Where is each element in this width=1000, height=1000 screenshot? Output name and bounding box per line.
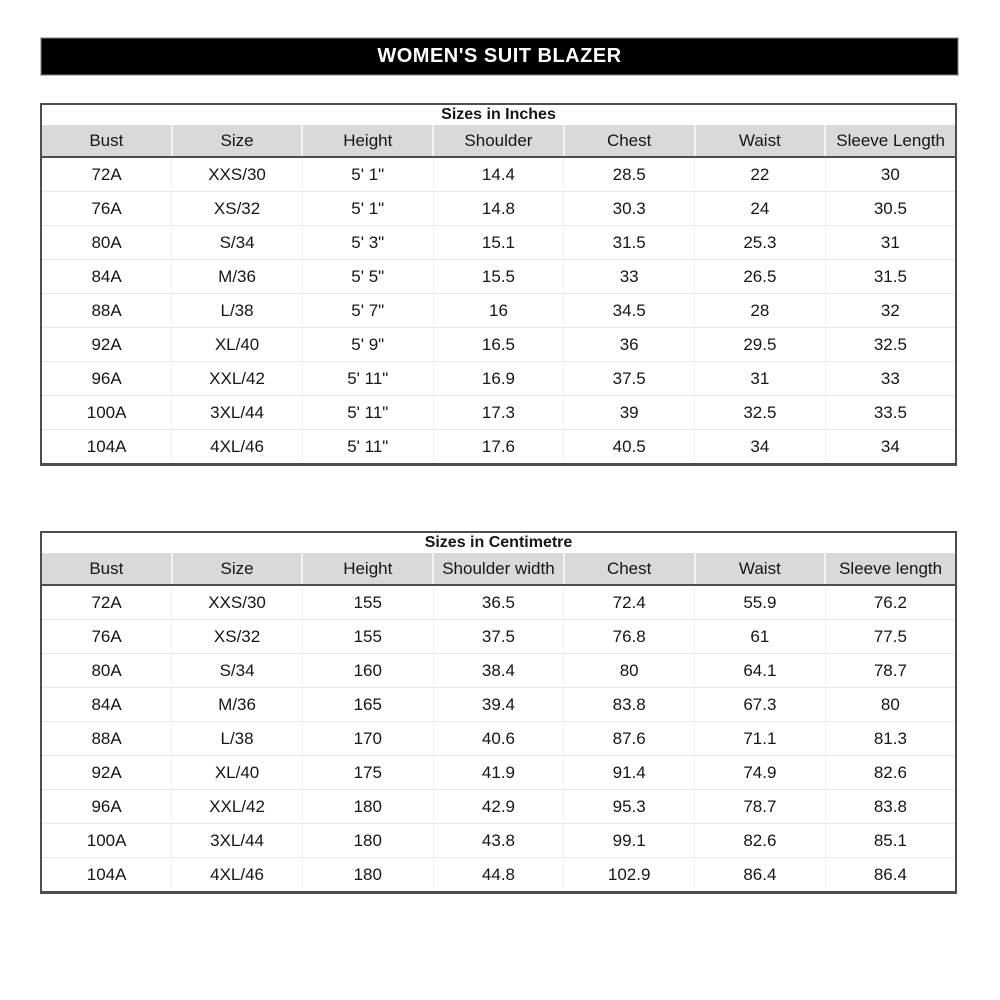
- table-cell: 99.1: [564, 824, 695, 858]
- table-cell: 15.5: [433, 260, 564, 294]
- table-cell: 4XL/46: [172, 430, 303, 465]
- table-cell: 72A: [41, 157, 172, 192]
- table-cell: 30.5: [825, 192, 956, 226]
- table-row: [41, 688, 956, 722]
- table-cell: 40.5: [564, 430, 695, 465]
- table-cell: L/38: [172, 722, 303, 756]
- table-cell: 31.5: [825, 260, 956, 294]
- table-cell: 36: [564, 328, 695, 362]
- table-cell: M/36: [172, 688, 303, 722]
- table-cell: 104A: [41, 858, 172, 893]
- table-cell: XXL/42: [172, 790, 303, 824]
- table-cell: XS/32: [172, 620, 303, 654]
- table-cell: 44.8: [433, 858, 564, 893]
- table-cell: XS/32: [172, 192, 303, 226]
- table-cell: XXS/30: [172, 157, 303, 192]
- column-header: Sleeve length: [825, 553, 956, 585]
- table-cell: 43.8: [433, 824, 564, 858]
- table-cell: 83.8: [564, 688, 695, 722]
- table-cell: 42.9: [433, 790, 564, 824]
- table-cell: 32.5: [695, 396, 826, 430]
- table-cell: 67.3: [695, 688, 826, 722]
- table-header-row: [41, 125, 956, 157]
- table-cell: 81.3: [825, 722, 956, 756]
- table-row: [41, 396, 956, 430]
- table-cell: 16: [433, 294, 564, 328]
- product-title: WOMEN'S SUIT BLAZER: [377, 45, 622, 67]
- table-cell: 85.1: [825, 824, 956, 858]
- table-cell: 29.5: [695, 328, 826, 362]
- table-cell: 76A: [41, 620, 172, 654]
- table-cell: 39.4: [433, 688, 564, 722]
- table-row: [41, 430, 956, 465]
- column-header: Size: [172, 125, 303, 157]
- table-cell: 100A: [41, 824, 172, 858]
- table-cell: 14.4: [433, 157, 564, 192]
- column-header: Shoulder: [433, 125, 564, 157]
- table-row: [41, 858, 956, 893]
- table-cell: 31: [825, 226, 956, 260]
- table-cell: 102.9: [564, 858, 695, 893]
- table-cell: 165: [302, 688, 433, 722]
- table-cell: 76.2: [825, 585, 956, 620]
- table-cell: 5' 9": [302, 328, 433, 362]
- table-cell: 5' 5": [302, 260, 433, 294]
- table-cell: 5' 11": [302, 430, 433, 465]
- table-cell: 30.3: [564, 192, 695, 226]
- table-cell: 5' 1": [302, 157, 433, 192]
- table-row: [41, 294, 956, 328]
- table-cell: 95.3: [564, 790, 695, 824]
- table-cell: 33.5: [825, 396, 956, 430]
- column-header: Size: [172, 553, 303, 585]
- table-cell: 86.4: [695, 858, 826, 893]
- table-cell: 3XL/44: [172, 396, 303, 430]
- table-cell: 26.5: [695, 260, 826, 294]
- table-cell: 32.5: [825, 328, 956, 362]
- column-header: Chest: [564, 553, 695, 585]
- column-header: Height: [302, 125, 433, 157]
- table-cell: 31.5: [564, 226, 695, 260]
- table-cell: 155: [302, 620, 433, 654]
- table-cell: 15.1: [433, 226, 564, 260]
- table-cell: 86.4: [825, 858, 956, 893]
- table-title: Sizes in Inches: [441, 106, 556, 123]
- table-cell: 34.5: [564, 294, 695, 328]
- table-cell: 30: [825, 157, 956, 192]
- table-cell: 92A: [41, 328, 172, 362]
- table-cell: M/36: [172, 260, 303, 294]
- table-body: [41, 585, 956, 893]
- column-header: Bust: [41, 553, 172, 585]
- table-cell: 5' 11": [302, 362, 433, 396]
- table-cell: 92A: [41, 756, 172, 790]
- table-row: [41, 620, 956, 654]
- table-cell: 64.1: [695, 654, 826, 688]
- column-header: Sleeve Length: [825, 125, 956, 157]
- table-cell: 80: [825, 688, 956, 722]
- table-row: [41, 328, 956, 362]
- table-cell: XXS/30: [172, 585, 303, 620]
- table-cell: 17.3: [433, 396, 564, 430]
- table-cell: 83.8: [825, 790, 956, 824]
- table-cell: 33: [564, 260, 695, 294]
- product-title-bar: [41, 38, 958, 75]
- table-cell: 72A: [41, 585, 172, 620]
- table-cell: 40.6: [433, 722, 564, 756]
- table-cell: 87.6: [564, 722, 695, 756]
- table-cell: 5' 7": [302, 294, 433, 328]
- table-cell: 33: [825, 362, 956, 396]
- table-cell: 180: [302, 824, 433, 858]
- table-cell: 180: [302, 858, 433, 893]
- table-cell: 3XL/44: [172, 824, 303, 858]
- table-cell: 5' 1": [302, 192, 433, 226]
- table-cell: 84A: [41, 688, 172, 722]
- table-row: [41, 260, 956, 294]
- table-row: [41, 756, 956, 790]
- table-cell: XL/40: [172, 328, 303, 362]
- table-row: [41, 654, 956, 688]
- table-cell: 61: [695, 620, 826, 654]
- table-cell: 80A: [41, 226, 172, 260]
- table-cell: 36.5: [433, 585, 564, 620]
- table-cell: 84A: [41, 260, 172, 294]
- table-cell: 96A: [41, 362, 172, 396]
- table-cell: S/34: [172, 654, 303, 688]
- table-cell: 34: [695, 430, 826, 465]
- column-header: Chest: [564, 125, 695, 157]
- table-cell: 28: [695, 294, 826, 328]
- table-cell: 25.3: [695, 226, 826, 260]
- table-cell: 41.9: [433, 756, 564, 790]
- table-cell: 24: [695, 192, 826, 226]
- table-title-row: [41, 532, 956, 553]
- table-cell: XXL/42: [172, 362, 303, 396]
- table-cell: XL/40: [172, 756, 303, 790]
- table-cell: 88A: [41, 722, 172, 756]
- table-cell: 100A: [41, 396, 172, 430]
- table-cell: 78.7: [825, 654, 956, 688]
- table-row: [41, 824, 956, 858]
- table-cell: 104A: [41, 430, 172, 465]
- table-cell: 32: [825, 294, 956, 328]
- table-cell: 80A: [41, 654, 172, 688]
- table-row: [41, 362, 956, 396]
- table-cell: 82.6: [825, 756, 956, 790]
- table-cell: 71.1: [695, 722, 826, 756]
- inches-size-table: [40, 103, 957, 466]
- centimetre-size-table: [40, 531, 957, 894]
- table-row: [41, 192, 956, 226]
- table-cell: 4XL/46: [172, 858, 303, 893]
- table-title: Sizes in Centimetre: [424, 534, 573, 551]
- table-cell: 5' 11": [302, 396, 433, 430]
- table-cell: 37.5: [433, 620, 564, 654]
- table-cell: 28.5: [564, 157, 695, 192]
- table-header-row: [41, 553, 956, 585]
- table-cell: 74.9: [695, 756, 826, 790]
- table-cell: 22: [695, 157, 826, 192]
- column-header: Waist: [695, 125, 826, 157]
- table-row: [41, 157, 956, 192]
- table-cell: 31: [695, 362, 826, 396]
- table-cell: 80: [564, 654, 695, 688]
- table-title-row: [41, 104, 956, 125]
- table-cell: 37.5: [564, 362, 695, 396]
- table-cell: 72.4: [564, 585, 695, 620]
- table-cell: 39: [564, 396, 695, 430]
- table-cell: S/34: [172, 226, 303, 260]
- table-cell: 78.7: [695, 790, 826, 824]
- column-header: Waist: [695, 553, 826, 585]
- table-cell: 155: [302, 585, 433, 620]
- table-cell: 88A: [41, 294, 172, 328]
- table-row: [41, 585, 956, 620]
- table-cell: 34: [825, 430, 956, 465]
- table-cell: 175: [302, 756, 433, 790]
- table-cell: 5' 3": [302, 226, 433, 260]
- table-row: [41, 790, 956, 824]
- column-header: Height: [302, 553, 433, 585]
- table-cell: 14.8: [433, 192, 564, 226]
- table-body: [41, 157, 956, 465]
- table-cell: 96A: [41, 790, 172, 824]
- table-cell: 76A: [41, 192, 172, 226]
- table-row: [41, 226, 956, 260]
- table-cell: 91.4: [564, 756, 695, 790]
- table-cell: 77.5: [825, 620, 956, 654]
- table-cell: 17.6: [433, 430, 564, 465]
- table-row: [41, 722, 956, 756]
- table-cell: 160: [302, 654, 433, 688]
- table-cell: 38.4: [433, 654, 564, 688]
- table-cell: 170: [302, 722, 433, 756]
- table-cell: 82.6: [695, 824, 826, 858]
- table-cell: 76.8: [564, 620, 695, 654]
- table-cell: 16.5: [433, 328, 564, 362]
- table-cell: 180: [302, 790, 433, 824]
- table-cell: L/38: [172, 294, 303, 328]
- column-header: Bust: [41, 125, 172, 157]
- table-cell: 55.9: [695, 585, 826, 620]
- table-cell: 16.9: [433, 362, 564, 396]
- column-header: Shoulder width: [433, 553, 564, 585]
